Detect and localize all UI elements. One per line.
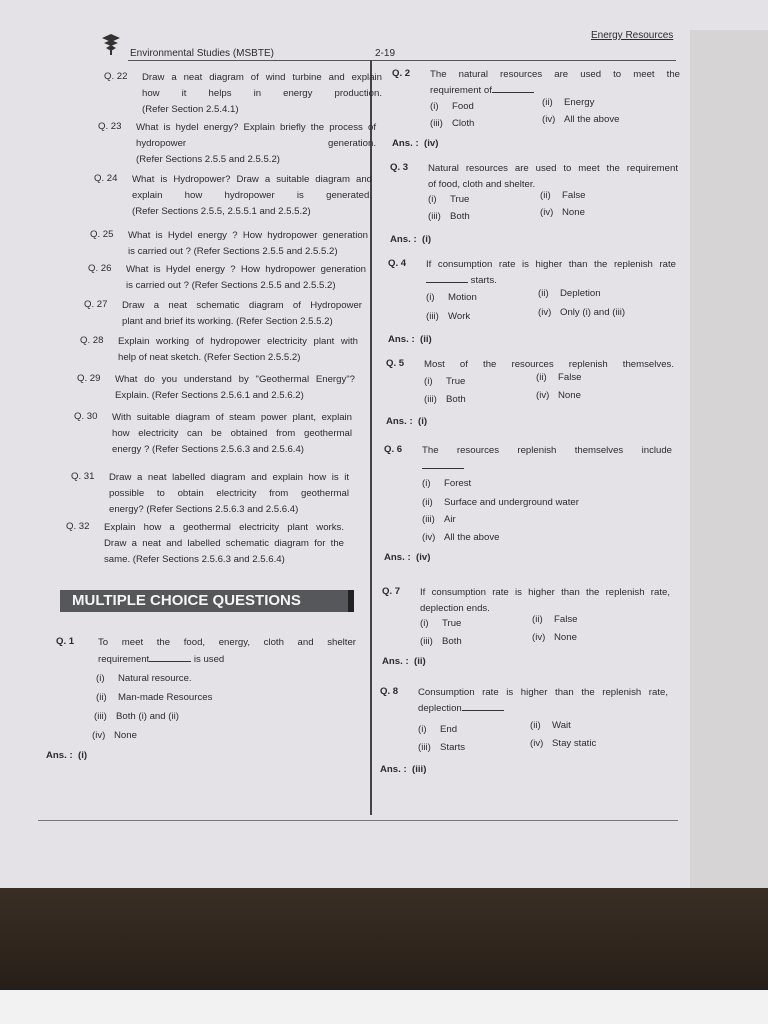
option	[94, 711, 179, 722]
answer-blank	[462, 702, 504, 711]
chapter-title: Energy Resources	[591, 30, 674, 41]
question-number: Q. 24	[94, 173, 118, 184]
question-line: how electricity can be obtained from geothermal	[112, 428, 352, 439]
option-text: Natural resource.	[118, 673, 192, 684]
question-line: Draw a neat labelled diagram and explain how is it	[109, 472, 349, 483]
question-number: Q. 3	[390, 162, 409, 173]
option-number: (iii)	[94, 711, 107, 722]
option	[418, 724, 457, 735]
question-text	[118, 334, 358, 366]
question-line: energy? (Refer Sections 2.5.6.3 and 2.5.6.4)	[109, 504, 299, 515]
question-line	[418, 700, 504, 717]
answer-line	[390, 234, 431, 245]
option-text: Both	[446, 394, 466, 405]
option-text: Air	[444, 514, 456, 525]
option-number: (iv)	[92, 730, 106, 741]
question-text	[112, 410, 352, 458]
option	[422, 532, 499, 543]
answer-line	[392, 138, 438, 149]
question-line: What is Hydel energy ? How hydropower generation	[126, 264, 366, 275]
question-line: Explain how a geothermal electricity plant works.	[104, 522, 344, 533]
question-number: Q. 22	[104, 71, 128, 82]
answer-label: Ans. :	[388, 334, 415, 345]
publisher-logo-icon	[100, 32, 122, 56]
answer-line	[384, 552, 430, 563]
question-number: Q. 26	[88, 263, 112, 274]
option-number: (ii)	[96, 692, 107, 703]
option-text: True	[442, 618, 462, 629]
question-line: If consumption rate is higher than the replenish rate	[426, 259, 676, 270]
question-line: With suitable diagram of steam power plant, explain	[112, 412, 352, 423]
option	[424, 376, 465, 387]
question-text	[136, 120, 376, 168]
option-text: Work	[448, 311, 471, 322]
answer-value: (i)	[422, 234, 432, 245]
option	[430, 118, 474, 129]
question-number: Q. 7	[382, 586, 401, 597]
answer-line	[380, 764, 426, 775]
question-number: Q. 25	[90, 229, 114, 240]
question-number: Q. 27	[84, 299, 108, 310]
question-line: is carried out ? (Refer Sections 2.5.5 and 2.5.5.2)	[126, 280, 336, 291]
option-number: (iv)	[530, 738, 544, 749]
question-line-part: is used	[193, 654, 225, 665]
question-line: possible to obtain electricity from geothermal	[109, 488, 349, 499]
question-line	[430, 82, 534, 99]
option	[422, 514, 456, 525]
option-text: All the above	[564, 114, 620, 125]
question-text	[115, 372, 355, 404]
question-line	[98, 651, 356, 668]
option-text: False	[558, 372, 582, 383]
option	[538, 307, 625, 318]
question-line: The natural resources are used to meet the	[430, 69, 680, 80]
question-line-part: deplection ends.	[420, 603, 490, 614]
option-text: None	[562, 207, 585, 218]
question-line: hydropower generation.	[136, 138, 376, 149]
question-line: Explain. (Refer Sections 2.5.6.1 and 2.5.6.2)	[115, 390, 304, 401]
header-rule	[128, 60, 676, 61]
answer-label: Ans. :	[380, 764, 407, 775]
answer-label: Ans. :	[390, 234, 417, 245]
question-line: Draw a neat and labelled schematic diagram for the	[104, 538, 344, 549]
option-number: (ii)	[422, 497, 433, 508]
option-text: Stay static	[552, 738, 597, 749]
page-number: 2-19	[375, 48, 396, 59]
option-number: (iv)	[542, 114, 556, 125]
option-text: False	[554, 614, 578, 625]
option	[430, 101, 474, 112]
question-number: Q. 28	[80, 335, 104, 346]
option	[424, 394, 466, 405]
option-number: (ii)	[532, 614, 543, 625]
option-number: (ii)	[542, 97, 553, 108]
question-line-part: starts.	[470, 275, 497, 286]
question-number: Q. 8	[380, 686, 399, 697]
option	[426, 311, 470, 322]
answer-line	[386, 416, 427, 427]
option	[536, 390, 581, 401]
question-text	[128, 228, 368, 260]
question-line-part: requirement of	[430, 85, 492, 96]
option-text: Wait	[552, 720, 571, 731]
answer-line	[388, 334, 432, 345]
answer-value: (iv)	[424, 138, 439, 149]
answer-value: (iv)	[416, 552, 431, 563]
question-line: energy ? (Refer Sections 2.5.6.3 and 2.5.6.4)	[112, 444, 304, 455]
answer-blank	[492, 84, 534, 93]
question-line: Most of the resources replenish themselves.	[424, 359, 674, 370]
question-line: (Refer Section 2.5.4.1)	[142, 104, 239, 115]
option-number: (iv)	[538, 307, 552, 318]
option-number: (iii)	[426, 311, 439, 322]
question-line: (Refer Sections 2.5.5 and 2.5.5.2)	[136, 154, 280, 165]
option-text: Cloth	[452, 118, 475, 129]
question-line: (Refer Sections 2.5.5, 2.5.5.1 and 2.5.5.2)	[132, 206, 311, 217]
option-text: True	[450, 194, 470, 205]
option	[532, 632, 577, 643]
answer-label: Ans. :	[386, 416, 413, 427]
question-line: is carried out ? (Refer Sections 2.5.5 and 2.5.5.2)	[128, 246, 338, 257]
answer-value: (iii)	[412, 764, 427, 775]
question-number: Q. 2	[392, 68, 411, 79]
question-line: To meet the food, energy, cloth and shelter	[98, 637, 356, 648]
question-number: Q. 4	[388, 258, 407, 269]
question-line	[428, 176, 535, 193]
option	[420, 618, 461, 629]
option	[422, 497, 579, 508]
answer-label: Ans. :	[382, 656, 409, 667]
option	[420, 636, 462, 647]
answer-value: (i)	[78, 750, 88, 761]
answer-blank	[422, 458, 464, 475]
question-number: Q. 32	[66, 521, 90, 532]
option-text: Energy	[564, 97, 595, 108]
question-line: What do you understand by "Geothermal Energy"?	[115, 374, 355, 385]
answer-label: Ans. :	[384, 552, 411, 563]
option-text: Food	[452, 101, 474, 112]
question-line: explain how hydropower is generated.	[132, 190, 372, 201]
option-number: (iii)	[420, 636, 433, 647]
option-number: (iv)	[532, 632, 546, 643]
option	[540, 207, 585, 218]
answer-value: (ii)	[414, 656, 426, 667]
answer-line	[46, 750, 87, 761]
question-text	[109, 470, 349, 518]
option	[542, 114, 619, 125]
question-text	[104, 520, 344, 568]
option-number: (i)	[430, 101, 439, 112]
answer-blank	[149, 653, 191, 662]
option-text: Forest	[444, 478, 472, 489]
question-line: Draw a neat diagram of wind turbine and explain	[142, 72, 382, 83]
option-number: (iv)	[540, 207, 554, 218]
question-line: Consumption rate is higher than the replenish rate,	[418, 687, 668, 698]
question-text	[132, 172, 372, 220]
question-line-part: of food, cloth and shelter.	[428, 179, 536, 190]
next-page-edge	[690, 30, 768, 890]
option	[532, 614, 577, 625]
option-text: All the above	[444, 532, 500, 543]
question-line: Explain working of hydropower electricity plant with	[118, 336, 358, 347]
option	[92, 730, 137, 741]
question-line: What is hydel energy? Explain briefly the process of	[136, 122, 376, 133]
option-text: Both (i) and (ii)	[116, 711, 179, 722]
option-number: (i)	[428, 194, 437, 205]
question-line	[420, 600, 490, 617]
question-line-part: deplection	[418, 703, 462, 714]
option-text: False	[562, 190, 586, 201]
option-number: (ii)	[530, 720, 541, 731]
question-line: help of neat sketch. (Refer Section 2.5.5.2)	[118, 352, 301, 363]
answer-line	[382, 656, 426, 667]
option	[428, 194, 469, 205]
question-text	[98, 634, 356, 668]
question-line: same. (Refer Sections 2.5.6.3 and 2.5.6.4)	[104, 554, 285, 565]
mcq-section-title: MULTIPLE CHOICE QUESTIONS	[60, 590, 354, 612]
option-number: (i)	[418, 724, 427, 735]
option-text: Surface and underground water	[444, 497, 579, 508]
option-text: Both	[450, 211, 470, 222]
option-text: None	[554, 632, 577, 643]
option	[426, 292, 477, 303]
option-text: Man-made Resources	[118, 692, 213, 703]
option	[96, 673, 192, 684]
option-number: (i)	[422, 478, 431, 489]
option	[538, 288, 601, 299]
option-number: (ii)	[540, 190, 551, 201]
question-line-part: requirement	[98, 654, 150, 665]
option	[536, 372, 581, 383]
option	[428, 211, 470, 222]
question-number: Q. 29	[77, 373, 101, 384]
question-text	[142, 70, 382, 118]
option-number: (iii)	[424, 394, 437, 405]
answer-blank	[426, 274, 468, 283]
question-line: how it helps in energy production.	[142, 88, 382, 99]
question-line	[426, 272, 497, 289]
option-number: (iv)	[536, 390, 550, 401]
option-text: End	[440, 724, 458, 735]
option	[96, 692, 212, 703]
question-line: Natural resources are used to meet the requirement	[428, 163, 678, 174]
option-number: (iii)	[422, 514, 435, 525]
question-number: Q. 1	[56, 636, 75, 647]
option	[542, 97, 594, 108]
option	[530, 720, 571, 731]
question-line: The resources replenish themselves include	[422, 445, 672, 456]
option-number: (i)	[420, 618, 429, 629]
answer-value: (ii)	[420, 334, 432, 345]
option-number: (iii)	[428, 211, 441, 222]
option-number: (i)	[426, 292, 435, 303]
option-text: Both	[442, 636, 462, 647]
question-number: Q. 6	[384, 444, 403, 455]
option	[540, 190, 585, 201]
option-text: None	[114, 730, 137, 741]
option-number: (iii)	[430, 118, 443, 129]
answer-blank-line	[422, 460, 464, 469]
footer-rule	[38, 820, 678, 821]
floor-strip	[0, 990, 768, 1024]
question-line: What is Hydropower? Draw a suitable diagram and	[132, 174, 372, 185]
option-number: (ii)	[536, 372, 547, 383]
answer-label: Ans. :	[392, 138, 419, 149]
option-text: Starts	[440, 742, 466, 753]
question-number: Q. 23	[98, 121, 122, 132]
question-number: Q. 5	[386, 358, 405, 369]
option-text: Only (i) and (iii)	[560, 307, 626, 318]
option	[418, 742, 465, 753]
option-text: None	[558, 390, 581, 401]
answer-label: Ans. :	[46, 750, 73, 761]
option-number: (iii)	[418, 742, 431, 753]
option	[530, 738, 596, 749]
question-line: Draw a neat schematic diagram of Hydropower	[122, 300, 362, 311]
question-line: If consumption rate is higher than the replenish rate,	[420, 587, 670, 598]
option-number: (ii)	[538, 288, 549, 299]
option-number: (i)	[424, 376, 433, 387]
question-text	[126, 262, 366, 294]
question-line: What is Hydel energy ? How hydropower generation	[128, 230, 368, 241]
question-text	[122, 298, 362, 330]
question-number: Q. 31	[71, 471, 95, 482]
question-line: plant and brief its working. (Refer Section 2.5.5.2)	[122, 316, 333, 327]
option-text: True	[446, 376, 466, 387]
book-title: Environmental Studies (MSBTE)	[130, 48, 274, 59]
option	[422, 478, 471, 489]
option-number: (iv)	[422, 532, 436, 543]
option-text: Motion	[448, 292, 477, 303]
answer-value: (i)	[418, 416, 428, 427]
option-text: Depletion	[560, 288, 601, 299]
option-number: (i)	[96, 673, 105, 684]
question-number: Q. 30	[74, 411, 98, 422]
